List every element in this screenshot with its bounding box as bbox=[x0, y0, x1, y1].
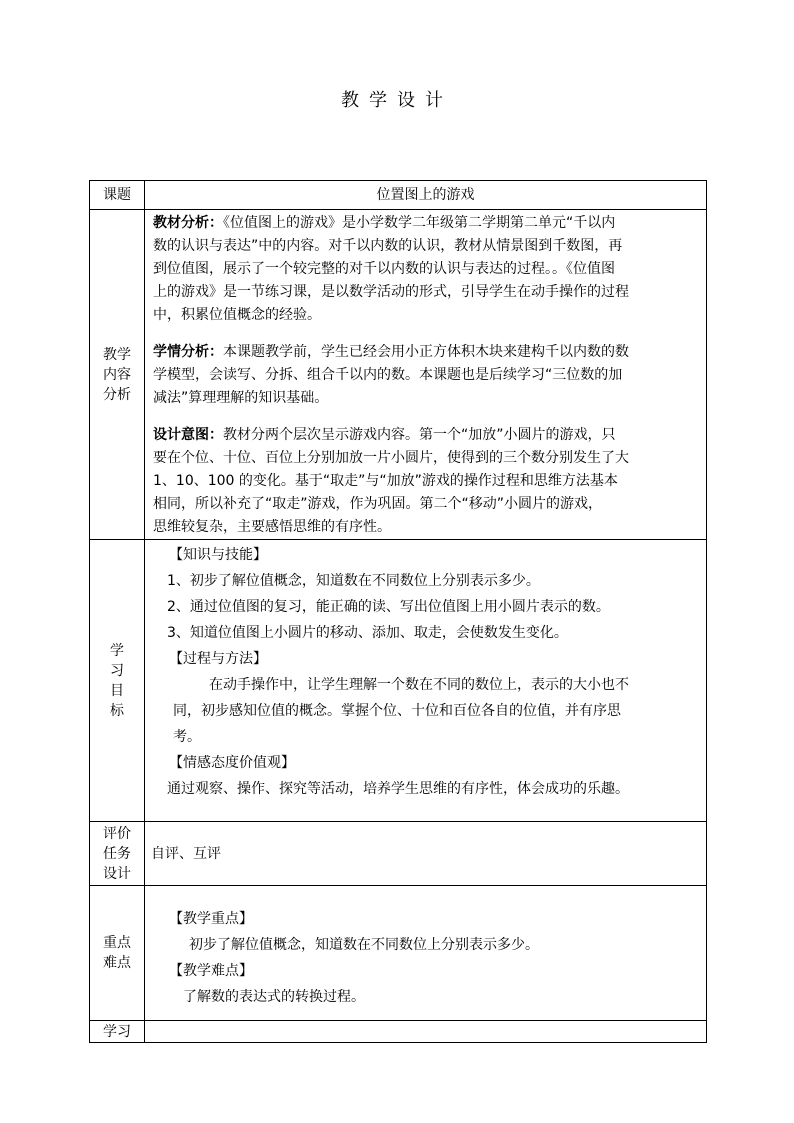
emotion-text: 通过观察、操作、探究等活动，培养学生思维的有序性，体会成功的乐趣。 bbox=[167, 781, 629, 797]
label-line: 教学 bbox=[103, 346, 131, 363]
text-line: 《位值图上的游戏》是小学数学二年级第二学期第二单元“千以内 bbox=[223, 215, 616, 231]
key-heading: 【教学重点】 bbox=[169, 911, 253, 927]
label-line: 学 bbox=[110, 642, 124, 659]
knowledge-item: 1、初步了解位值概念，知道数在不同数位上分别表示多少。 bbox=[167, 573, 540, 589]
label-line: 目 bbox=[110, 682, 124, 699]
text-line: 到位值图，展示了一个较完整的对千以内数的认识与表达的过程。。《位值图 bbox=[153, 261, 615, 277]
objectives-label bbox=[90, 540, 145, 822]
keypoints-row bbox=[90, 886, 707, 1021]
design-heading: 设计意图： bbox=[153, 427, 223, 443]
text-line: 本课题教学前，学生已经会用小正方体积木块来建构千以内数的数 bbox=[223, 344, 629, 360]
label-line: 评价 bbox=[103, 825, 131, 842]
knowledge-item: 3、知道位值图上小圆片的移动、添加、取走，会使数发生变化。 bbox=[167, 625, 568, 641]
label-line: 任务 bbox=[103, 845, 131, 862]
process-line: 考。 bbox=[173, 729, 201, 745]
topic-label: 课题 bbox=[90, 181, 145, 210]
text-line: 教材分两个层次呈示游戏内容。第一个“加放”小圆片的游戏，只 bbox=[223, 427, 616, 443]
text-line: 思维较复杂，主要感悟思维的有序性。 bbox=[153, 519, 391, 535]
objectives-row bbox=[90, 540, 707, 822]
evaluation-body bbox=[145, 822, 707, 886]
learning-label: 学习 bbox=[90, 1021, 145, 1043]
learner-analysis bbox=[145, 341, 706, 410]
material-heading: 教材分析： bbox=[153, 215, 223, 231]
content-analysis-row bbox=[90, 210, 707, 540]
content-analysis-body bbox=[145, 210, 707, 540]
evaluation-row bbox=[90, 822, 707, 886]
process-heading: 【过程与方法】 bbox=[169, 651, 267, 667]
text-line: 学模型，会读写、分拆、组合千以内的数。本课题也是后续学习“三位数的加 bbox=[153, 367, 623, 383]
evaluation-value: 自评、互评 bbox=[151, 845, 221, 862]
learning-row bbox=[90, 1021, 707, 1043]
label-line: 设计 bbox=[103, 865, 131, 882]
learner-heading: 学情分析： bbox=[153, 344, 223, 360]
label-line: 标 bbox=[110, 702, 124, 719]
text-line: 要在个位、十位、百位上分别加放一片小圆片，使得到的三个数分别发生了大 bbox=[153, 450, 629, 466]
key-text: 初步了解位值概念，知道数在不同数位上分别表示多少。 bbox=[189, 937, 539, 953]
knowledge-heading: 【知识与技能】 bbox=[169, 547, 267, 563]
design-intent bbox=[145, 424, 706, 539]
label-line: 难点 bbox=[103, 955, 131, 971]
emotion-heading: 【情感态度价值观】 bbox=[169, 755, 295, 771]
keypoints-body bbox=[145, 886, 707, 1021]
lesson-plan-table bbox=[89, 180, 707, 1043]
difficulty-heading: 【教学难点】 bbox=[169, 963, 253, 979]
text-line: 减法”算理理解的知识基础。 bbox=[153, 390, 329, 406]
text-line: 上的游戏》是一节练习课，是以数学活动的形式，引导学生在动手操作的过程 bbox=[153, 284, 629, 300]
difficulty-text: 了解数的表达式的转换过程。 bbox=[183, 989, 365, 1005]
keypoints-content bbox=[145, 886, 706, 1020]
learning-body bbox=[145, 1021, 707, 1043]
evaluation-label bbox=[90, 822, 145, 886]
text-line: 1、10、100 的变化。基于“取走”与“加放”游戏的操作过程和思维方法基本 bbox=[153, 473, 618, 489]
topic-row bbox=[90, 181, 707, 210]
material-analysis bbox=[145, 212, 706, 327]
content-analysis-label bbox=[90, 210, 145, 540]
text-line: 数的认识与表达”中的内容。对千以内数的认识，教材从情景图到千数图，再 bbox=[153, 238, 623, 254]
text-line: 相同，所以补充了“取走”游戏，作为巩固。第二个“移动”小圆片的游戏， bbox=[153, 496, 603, 512]
knowledge-item: 2、通过位值图的复习，能正确的读、写出位值图上用小圆片表示的数。 bbox=[167, 599, 610, 615]
text-line: 中，积累位值概念的经验。 bbox=[153, 307, 321, 323]
keypoints-label bbox=[90, 886, 145, 1021]
label-line: 内容 bbox=[103, 366, 131, 383]
label-line: 分析 bbox=[103, 386, 131, 403]
process-line: 在动手操作中，让学生理解一个数在不同的数位上，表示的大小也不 bbox=[209, 677, 629, 693]
topic-value: 位置图上的游戏 bbox=[145, 181, 707, 210]
objectives-body bbox=[145, 540, 707, 822]
label-line: 习 bbox=[110, 662, 124, 679]
label-line: 重点 bbox=[103, 935, 131, 951]
process-line: 同，初步感知位值的概念。掌握个位、十位和百位各自的位值，并有序思 bbox=[173, 703, 621, 719]
objectives-content bbox=[145, 540, 706, 802]
document-title: 教学设计 bbox=[341, 90, 453, 111]
